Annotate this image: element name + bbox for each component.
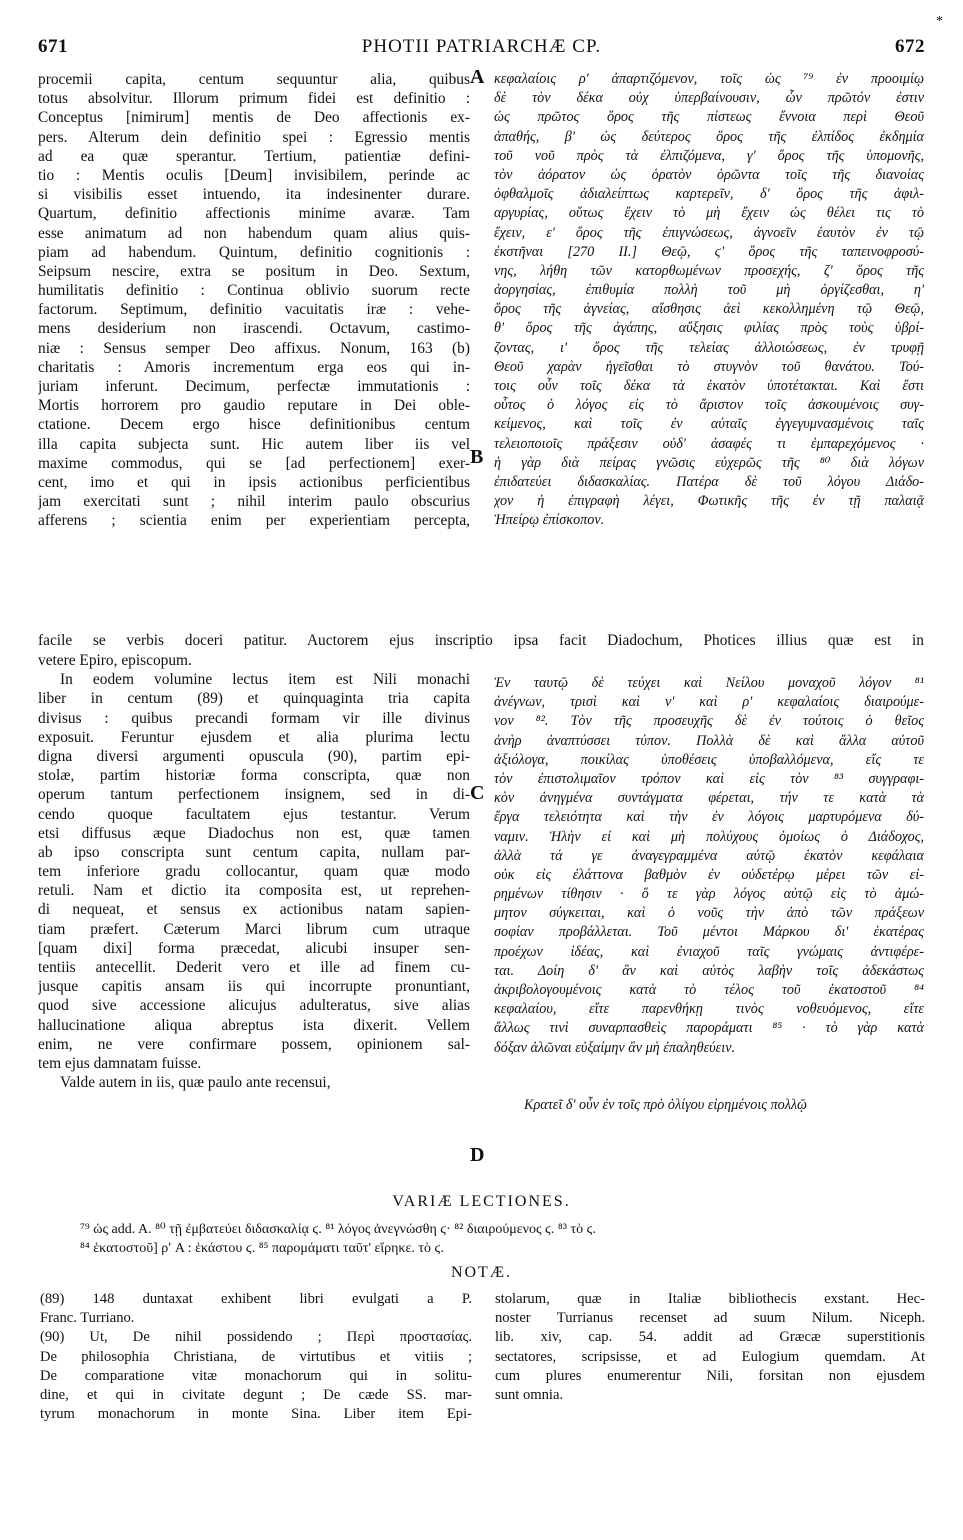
greek-line: Κρατεῖ δ' οὖν ἐν τοῖς πρὸ ὀλίγου εἰρημένοις πολλῷ bbox=[524, 1097, 808, 1114]
greek-line: νης, λήθη τῶν κατορθωμένων προσεχής, ζʹ ὅρος τῆς bbox=[494, 262, 924, 279]
greek-line bbox=[494, 1077, 924, 1096]
latin-line: enim, ne vere confirmare possem, opinionem sal- bbox=[38, 1035, 470, 1053]
greek-line: ὡς πρῶτος ὅρος τῆς πίστεως ἔννοια περὶ Θεοῦ bbox=[494, 109, 924, 126]
note-line: sectatores, scripsisse, et ad Eulogium quemdam. At bbox=[495, 1348, 925, 1365]
greek-line: τοις οὖν τοῖς δέκα τὰ ἑκατὸν ὑποτέτακται. Καὶ ἔστι bbox=[494, 378, 924, 394]
margin-marker-a: A bbox=[470, 66, 485, 88]
latin-line: charitatis : Amoris incrementum erga eos qui in- bbox=[38, 358, 470, 376]
latin-line: ctatione. Decem ergo hisce definitionibus centum bbox=[38, 416, 470, 434]
latin-line: cent, imo et qui in ipsis actionibus perficientibus bbox=[38, 473, 470, 491]
greek-line: κεφαλαίοις ρʹ ἀπαρτιζόμενον, τοῖς ὡς ⁷⁹ ἐν προοιμίῳ bbox=[494, 71, 924, 87]
greek-line: ὀφθαλμοῖς ἀδιαλείπτως καρτερεῖν, δʹ ὅρος τῆς ἀφιλ- bbox=[494, 186, 924, 203]
running-title: PHOTII PATRIARCHÆ CP. bbox=[361, 36, 602, 57]
latin-line: ad ea quæ sperantur. Tertium, patientiæ defini- bbox=[38, 147, 470, 165]
greek-line: ρημένων τίθησιν · ὅ τε γὰρ λόγος αὐτῷ εἰς τὸ ἀμώ- bbox=[494, 886, 924, 903]
latin-line: operum tantum perfectionem insignem, sed in di- bbox=[38, 786, 470, 804]
greek-line: Ἐν ταυτῷ δὲ τεύχει καὶ Νείλου μοναχοῦ λόγον ⁸¹ bbox=[494, 675, 924, 691]
note-line: Franc. Turriano. bbox=[40, 1310, 135, 1327]
latin-line: retuli. Nam et dictio ita composita est, ut reprehen- bbox=[38, 882, 470, 900]
latin-line: jusque capitis ansam iis qui incorrupte pronuntiant, bbox=[38, 978, 470, 996]
greek-line: δόξαν ἀλῶναι εὐξαίμην ἂν μὴ ἐπαληθεύειν. bbox=[494, 1039, 736, 1056]
greek-line: ἀοργησίας, ἐπιθυμία πολλὴ τοῦ μὴ ὀργίζεσθαι, ηʹ bbox=[494, 282, 924, 299]
greek-line: ἔργα τελειότητα καὶ τὴν ἐν λόγοις μαρτυρόμενα δύ- bbox=[494, 809, 924, 826]
greek-column-top bbox=[494, 70, 924, 531]
greek-line: ναμιν. Ἠλὴν εἰ καὶ μὴ πολύχους ὁμοίως ὁ Διάδοχος, bbox=[494, 828, 924, 845]
greek-line: Ἠπείρῳ ἐπίσκοπον. bbox=[494, 512, 605, 529]
full-width-line: facile se verbis doceri patitur. Auctorem ejus inscriptio ipsa facit Diadochum, Photices illius quæ est in bbox=[38, 632, 924, 649]
greek-line: κὸν ἀνηγμένα συντάγματα φέρεται, τήν τε κατὰ τὰ bbox=[494, 790, 924, 807]
latin-line: mens desiderium non irascendi. Octavum, castimo- bbox=[38, 320, 470, 338]
variae-title: VARIÆ LECTIONES. bbox=[392, 1193, 571, 1210]
note-line: (89) 148 duntaxat exhibent libri evulgati a P. bbox=[40, 1291, 472, 1307]
variant-reading-line: ⁷⁹ ὡς add. A. ⁸⁰ τῇ ἐμβατεύει διδασκαλίᾳ ϛ. ⁸¹ λόγος ἀνεγνώσθη ϛ· ⁸² διαιρούμενος ϛ. ⁸³ τὸ ϛ. bbox=[80, 1222, 596, 1237]
greek-line: σοφίαν προβάλλεται. Τοῦ μέντοι Μάρκου δι' ἑκατέρας bbox=[494, 924, 924, 941]
latin-line: Mortis horrorem pro gaudio reputare in Dei oble- bbox=[38, 397, 470, 415]
greek-line: οὗτος ὁ λόγος εἰς τὸ ἄριστον τοῖς ἀσκουμένοις συγ- bbox=[494, 397, 924, 414]
latin-line: hallucinatione aliqua abreptus ista dixerit. Vellem bbox=[38, 1016, 470, 1034]
greek-line: πρoέχων ἰδέας, καὶ ἐνιαχοῦ ταῖς γνώμαις ἀντιφέρε- bbox=[494, 943, 924, 960]
greek-line: τελειοποιοῖς πράξεσιν οὐδ' ἀσαφές τι ἐμπαρεχόμενος · bbox=[494, 435, 924, 452]
greek-line: αργυρίας, οὕτως ἔχειν τὸ μὴ ἔχειν ὡς θέλει τις τὸ bbox=[494, 205, 924, 222]
latin-line: exposuit. Feruntur ejusdem et alia plurima lectu bbox=[38, 728, 470, 746]
greek-line: ἀκριβολογουμένοις κατὰ τὸ τέλος τοῦ ἑκατοστοῦ ⁸⁴ bbox=[494, 982, 924, 998]
latin-line: Valde autem in iis, quæ paulo ante recensui, bbox=[60, 1074, 331, 1092]
greek-line: δὲ τὸν δέκα οὐχ ὑπερβαίνουσιν, ὧν πρῶτόν ἐστιν bbox=[494, 90, 924, 107]
greek-line: κείμενος, καὶ τοῖς ἐν αὐταῖς ἐγγεγυμνασμένοις ταῖς bbox=[494, 416, 924, 433]
notes-left bbox=[40, 1290, 472, 1424]
latin-line: Quartum, definitio affectionis minime avaræ. Tam bbox=[38, 205, 470, 223]
latin-line: afferens ; scientia enim per experientiam percepta, bbox=[38, 512, 470, 530]
latin-line: tem inferiore gradu collocantur, quam quæ modo bbox=[38, 863, 470, 881]
greek-line: τὸν ἐπιστολιμαῖον τρόπον καὶ εἰς τὸν ⁸³ συγγραφι- bbox=[494, 770, 924, 787]
note-line: sunt omnia. bbox=[495, 1386, 564, 1403]
greek-line: τὸν ἀόρατον ὡς ὁρατὸν ὁρῶντα τοῖς τῆς διανοίας bbox=[494, 166, 924, 183]
latin-line: si visibilis esset intuendo, ita indesinenter durare. bbox=[38, 186, 470, 204]
greek-line: ἔχειν, εʹ ὅρος τῆς ἐπιγνώσεως, ἀγνοεῖν ἑαυτὸν ἐν τῷ bbox=[494, 224, 924, 241]
note-line: (90) Ut, De nihil possidendo ; Περὶ προστασίας. bbox=[40, 1329, 472, 1346]
note-line: cum plures enumerentur Nili, forsitan non ejusdem bbox=[495, 1367, 925, 1384]
latin-line: tem ejus damnatam fuisse. bbox=[38, 1054, 202, 1072]
greek-line: νον ⁸². Τὸν τῆς προσευχῆς δὲ ἐν τούτοις ὁ θεῖος bbox=[494, 713, 924, 730]
greek-line: ἀλλὰ τά γε ἀναγεγραμμένα αὐτῷ ἑκατὸν κεφάλαια bbox=[494, 847, 924, 864]
latin-line: tiam præfert. Cæterum Marci librum cum utraque bbox=[38, 920, 470, 938]
greek-column-mid bbox=[494, 674, 924, 1115]
greek-line: ἡ γὰρ διὰ πείρας γνῶσις εὐχερῶς τῆς ⁸⁰ διὰ λόγων bbox=[494, 454, 924, 471]
latin-line: quod sive accessione alicujus adulteratus, sive alias bbox=[38, 997, 470, 1015]
greek-line: οὐκ εἰς ἐλάττονα βαθμὸν ἐν οὐδετέρῳ μέρει τῶν εἰ- bbox=[494, 866, 924, 883]
latin-line: etsi diffusus æque Diadochus non est, quæ tamen bbox=[38, 824, 470, 842]
latin-line: illa capita subjecta sunt. Hic autem liber iis vel bbox=[38, 435, 470, 453]
greek-line: Θεοῦ χαρὰν ἡγεῖσθαι τὸ στυγνὸν τοῦ θανάτου. Τού- bbox=[494, 358, 924, 375]
latin-line: tentiis antecellit. Dederit vero et ille ad finem cu- bbox=[38, 959, 470, 976]
notae-title: NOTÆ. bbox=[450, 1264, 513, 1281]
greek-line: τοῦ νοῦ πρὸς τὰ ἐλπιζόμενα, γʹ ὅρος τῆς ὑπομονῆς, bbox=[494, 147, 924, 164]
greek-line bbox=[494, 1058, 924, 1077]
note-line: De comparatione vitæ monachorum qui in solitu- bbox=[40, 1367, 472, 1384]
latin-line: divisus : quibus precandi formam vir ille divinus bbox=[38, 709, 470, 727]
latin-line: totus absolvitur. Illorum primum fidei est definitio : bbox=[38, 90, 470, 108]
notes-right bbox=[495, 1290, 925, 1405]
greek-line: ἀνὴρ ἀναπτύσσει τύπον. Πολλὰ δὲ καὶ ἄλλα αὐτοῦ bbox=[494, 732, 924, 749]
greek-line: μητον σύγκειται, καὶ ὁ νοῦς τὴν ἀπὸ τῶν πράξεων bbox=[494, 905, 924, 922]
latin-line: niæ : Sensus semper Deo affixus. Nonum, 163 (b) bbox=[38, 339, 470, 357]
latin-line: Conceptus [nimirum] mentis de Deo affectionis ex- bbox=[38, 109, 470, 127]
latin-line: jam exercitati sunt ; nihil interim paulo obscurius bbox=[38, 493, 470, 511]
latin-line: liber in centum (89) et quinquaginta tria capita bbox=[38, 690, 470, 708]
note-line: De philosophia Christiana, de virtutibus et vitiis ; bbox=[40, 1348, 472, 1365]
latin-line: di nequeat, et sensus ex actionibus natam sapien- bbox=[38, 901, 470, 919]
greek-line: θʹ ὅρος τῆς ἀγάπης, αὔξησις φιλίας πρὸς τοὺς ὑβρί- bbox=[494, 320, 924, 337]
page-header bbox=[38, 36, 925, 60]
margin-marker-b: B bbox=[470, 446, 484, 468]
latin-line: procemii capita, centum sequuntur alia, quibus bbox=[38, 71, 470, 88]
corner-mark: * bbox=[936, 14, 943, 29]
latin-line: maxime commodus, qui se [ad perfectionem] exer- bbox=[38, 454, 470, 472]
greek-line: χον ἡ ἐπιγραφὴ λέγει, Φωτικῆς τῆς ἐν τῇ παλαιᾷ bbox=[494, 493, 924, 510]
greek-line: ἐπιδατεύει διδασκαλίας. Πατέρα δὲ τοῦ λόγου Διάδο- bbox=[494, 473, 924, 490]
greek-line: ὅρος τῆς ἁγνείας, αἴσθησις ἀεὶ κεκολλημένη τῷ Θεῷ, bbox=[494, 301, 924, 318]
margin-marker-c: C bbox=[470, 782, 485, 804]
latin-column-mid bbox=[38, 651, 470, 1092]
latin-line: vetere Epiro, episcopum. bbox=[38, 652, 192, 669]
page-number-left: 671 bbox=[38, 36, 68, 57]
page-number-right: 672 bbox=[895, 36, 925, 57]
latin-line: ab ipso conscripta sunt centum capita, nullam par- bbox=[38, 843, 470, 861]
note-line: dine, et qui in civitate degunt ; De cæde SS. mar- bbox=[40, 1386, 472, 1403]
latin-line: pers. Alterum dein definitio spei : Egressio mentis bbox=[38, 128, 470, 146]
note-line: tyrum monachorum in monte Sina. Liber item Epi- bbox=[40, 1406, 472, 1423]
note-line: lib. xiv, cap. 54. addit ad Græcæ superstitionis bbox=[495, 1329, 925, 1346]
note-line: noster Turrianus recenset ad suum Nilum. Niceph. bbox=[495, 1310, 925, 1327]
variant-reading-line: ⁸⁴ ἑκατοστοῦ] ρʹ A : ἑκάστου ϛ. ⁸⁵ παρομάματι ταῦτ' εἴρηκε. τὸ ϛ. bbox=[80, 1241, 444, 1257]
variae-lines bbox=[80, 1220, 910, 1258]
greek-line: κεφαλαίου, εἴτε παρενθήκῃ τινὸς νοθευόμενος, εἴτε bbox=[494, 1001, 924, 1018]
latin-line: In eodem volumine lectus item est Nili monachi bbox=[60, 671, 470, 689]
greek-line: ἀνέγνων, τρισὶ καὶ νʹ καὶ ρʹ κεφαλαίοις διαιρούμε- bbox=[494, 694, 924, 711]
greek-line: ζοντας, ιʹ ὅρος τῆς τελείας ἀλλοιώσεως, ἐν τρυφῇ bbox=[494, 339, 924, 356]
greek-line: ἀπαθής, βʹ ὡς δεύτερος ὅρος τῆς ἐλπίδος ἐκδημία bbox=[494, 128, 924, 145]
latin-line: cendo quoque facultatem ejus testantur. Verum bbox=[38, 805, 470, 823]
latin-line: factorum. Septimum, definitio vacuitatis iræ : vehe- bbox=[38, 301, 470, 319]
latin-line: stolæ, partim historiæ forma conscripta, quæ non bbox=[38, 767, 470, 785]
latin-line: piam ad habendum. Quintum, definitio cognitionis : bbox=[38, 243, 470, 261]
latin-line: Seipsum nescire, extra se positum in Deo. Sextum, bbox=[38, 262, 470, 280]
note-line: stolarum, quæ in Italiæ bibliothecis exstant. Hec- bbox=[495, 1291, 925, 1307]
margin-marker-d: D bbox=[470, 1144, 485, 1166]
latin-line: [quam dixi] forma præcedat, alicubi insuper sen- bbox=[38, 939, 470, 957]
greek-line: ἀξιόλογα, ποικίλας ὑποθέσεις ὑποβαλλόμενα, εἴς τε bbox=[494, 751, 924, 768]
latin-line: digna diversi argumenti opuscula (90), partim epi- bbox=[38, 747, 470, 765]
greek-line: ἄλλως τινὶ συναρπασθεὶς παροράματι ⁸⁵ · τὸ γὰρ κατὰ bbox=[494, 1020, 924, 1037]
latin-line: esse animatum ad non habendum quam alius quis- bbox=[38, 224, 470, 242]
latin-line: tio : Mentis oculis [Deum] invisibilem, perinde ac bbox=[38, 166, 470, 184]
latin-line: juriam inferunt. Decimum, perfectæ immutationis : bbox=[38, 378, 470, 395]
latin-column-top bbox=[38, 70, 470, 531]
greek-line: ἐκστῆναι [270 II.] Θεῷ, ϛʹ ὅρος τῆς ταπεινοφροσύ- bbox=[494, 243, 924, 260]
greek-line: ται. Δοίη δ' ἂν καὶ αὐτὸς λαβὴν τοῖς ἀδεκάστως bbox=[494, 962, 924, 979]
latin-line: humilitatis definitio : Continua oblivio suorum recte bbox=[38, 282, 470, 300]
